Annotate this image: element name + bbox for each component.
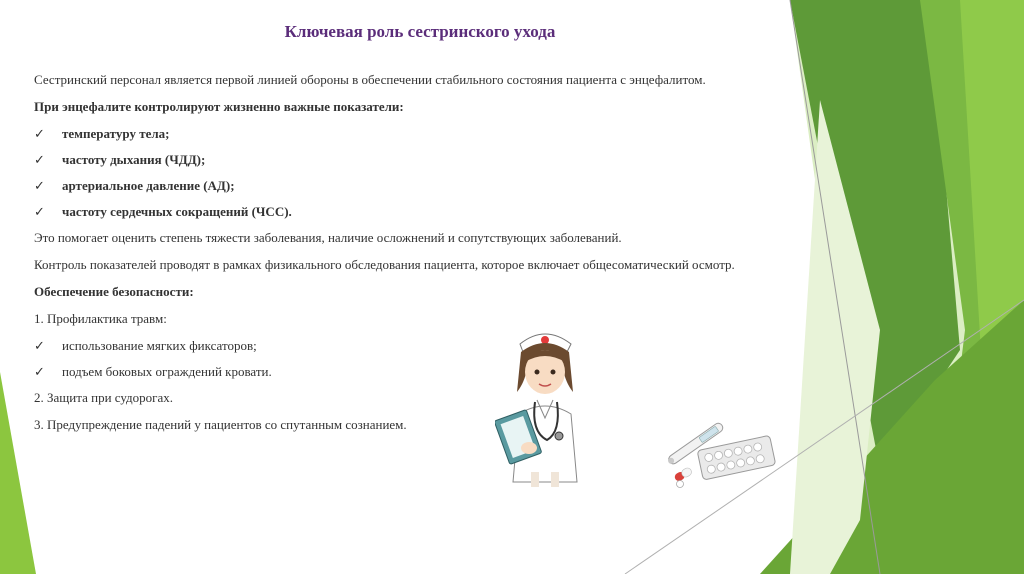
vitals-heading: При энцефалите контролируют жизненно важные показатели: <box>34 99 404 114</box>
intro-paragraph: Сестринский персонал является первой линией обороны в обеспечении стабильного состояния пациента с энцефалитом. <box>34 72 706 87</box>
slide-title: Ключевая роль сестринского ухода <box>284 22 556 41</box>
list-item <box>34 364 763 379</box>
checkmark-icon: ✓ <box>34 364 45 379</box>
list-item <box>34 204 763 219</box>
list-item-text: частоту сердечных сокращений (ЧСС). <box>62 204 292 219</box>
checkmark-icon: ✓ <box>34 152 45 167</box>
seizure-protection-item: 2. Защита при судорогах. <box>34 390 174 405</box>
checkmark-icon: ✓ <box>34 178 45 193</box>
nurse-illustration <box>495 322 595 487</box>
checkmark-icon: ✓ <box>34 338 45 353</box>
list-item <box>34 126 763 141</box>
checkmark-icon: ✓ <box>34 126 45 141</box>
list-item-text: использование мягких фиксаторов; <box>62 338 257 353</box>
fall-prevention-item: 3. Предупреждение падений у пациентов со спутанным сознанием. <box>34 417 407 432</box>
injury-prevention-item: 1. Профилактика травм: <box>34 311 167 326</box>
left-green-triangle <box>0 372 36 574</box>
list-item <box>34 338 763 353</box>
list-item-text: температуру тела; <box>62 126 170 141</box>
list-item-text: подъем боковых ограждений кровати. <box>62 364 272 379</box>
exam-note: Контроль показателей проводят в рамках физикального обследования пациента, которое включает общесоматический осмотр. <box>34 257 735 272</box>
list-item <box>34 152 763 167</box>
list-item-text: артериальное давление (АД); <box>62 178 235 193</box>
list-item-text: частоту дыхания (ЧДД); <box>62 152 206 167</box>
safety-heading: Обеспечение безопасности: <box>34 284 194 299</box>
slide-content <box>34 72 763 444</box>
list-item <box>34 178 763 193</box>
assessment-note: Это помогает оценить степень тяжести заболевания, наличие осложнений и сопутствующих заболеваний. <box>34 230 622 245</box>
pill-blister-icon <box>670 430 780 490</box>
checkmark-icon: ✓ <box>34 204 45 219</box>
